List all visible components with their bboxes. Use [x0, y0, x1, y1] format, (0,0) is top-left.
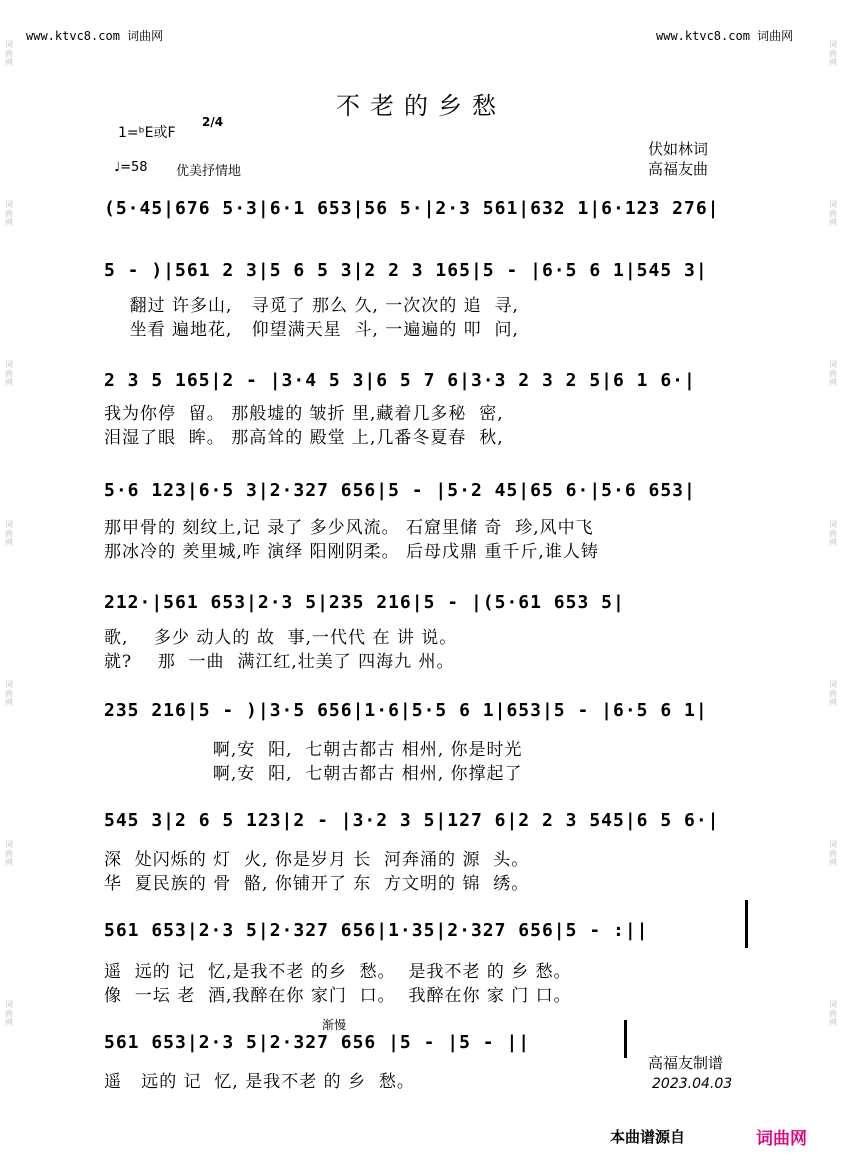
left-watermark-strip	[2, 0, 16, 1171]
lyric-line-7-verse-1: 深 处闪烁的 灯 火, 你是岁月 长 河奔涌的 源 头。	[104, 850, 530, 870]
lyric-line-7-verse-2: 华 夏民族的 骨 骼, 你铺开了 东 方文明的 锦 绣。	[104, 874, 530, 894]
notation-line-7: 545 3|2 6 5 123|2 - |3·2 3 5|127 6|2 2 3 545|6 5 6·|	[104, 810, 720, 831]
lyric-line-3-verse-2: 泪湿了眼 眸。 那高耸的 殿堂 上,几番冬夏春 秋,	[104, 428, 504, 448]
lyric-line-3-verse-1: 我为你停 留。 那般墟的 皱折 里,藏着几多秘 密,	[104, 404, 504, 424]
lyric-line-5-verse-2: 就? 那 一曲 满江红,壮美了 四海九 州。	[104, 652, 455, 672]
tempo: ♩=58	[114, 160, 148, 175]
side-watermark: 词 曲 网	[829, 680, 837, 707]
side-watermark: 词 曲 网	[5, 40, 13, 67]
lyric-line-5-verse-1: 歌, 多少 动人的 故 事,一代代 在 讲 说。	[104, 628, 458, 648]
side-watermark: 词 曲 网	[829, 200, 837, 227]
lyric-line-4-verse-2: 那冰冷的 羑里城,咋 演绎 阳刚阴柔。 后母戊鼎 重千斤,谁人铸	[104, 542, 599, 562]
source-label: 本曲谱源自	[610, 1128, 686, 1146]
tempo-change-mark: 渐慢	[322, 1018, 347, 1032]
notation-line-8: 561 653|2·3 5|2·327 656|1·35|2·327 656|5 - :||	[104, 920, 649, 941]
repeat-end-barline	[745, 900, 748, 948]
notation-line-3: 2 3 5 165|2 - |3·4 5 3|6 5 7 6|3·3 2 3 2 5|6 1 6·|	[104, 370, 696, 391]
notation-line-5: 212·|561 653|2·3 5|235 216|5 - |(5·61 653 5|	[104, 592, 625, 613]
score-date: 2023.04.03	[652, 1076, 733, 1092]
side-watermark: 词 曲 网	[829, 360, 837, 387]
source-site-logo[interactable]: 词曲网	[756, 1129, 807, 1149]
side-watermark: 词 曲 网	[5, 1000, 13, 1027]
lyric-line-8-verse-2: 像 一坛 老 酒,我醉在你 家门 口。 我醉在你 家 门 口。	[104, 986, 572, 1006]
lyric-line-9: 遥 远的 记 忆, 是我不老 的 乡 愁。	[104, 1072, 415, 1092]
lyric-line-8-verse-1: 遥 远的 记 忆,是我不老 的乡 愁。 是我不老 的 乡 愁。	[104, 962, 572, 982]
score-maker: 高福友制谱	[648, 1054, 724, 1072]
side-watermark: 词 曲 网	[829, 520, 837, 547]
final-barline	[624, 1020, 627, 1058]
side-watermark: 词 曲 网	[829, 1000, 837, 1027]
key-signature: 1=ᵇE或F	[118, 125, 176, 141]
time-signature: 2/4	[202, 115, 224, 129]
side-watermark: 词 曲 网	[829, 840, 837, 867]
notation-line-6: 235 216|5 - )|3·5 656|1·6|5·5 6 1|653|5 - |6·5 6 1|	[104, 700, 708, 721]
lyric-line-6-verse-2: 啊,安 阳, 七朝古都古 相州, 你撑起了	[104, 764, 523, 784]
notation-line-1: (5·45|676 5·3|6·1 653|56 5·|2·3 561|632 1|6·123 276|	[104, 198, 720, 219]
lyric-line-6-verse-1: 啊,安 阳, 七朝古都古 相州, 你是时光	[104, 740, 523, 760]
side-watermark: 词 曲 网	[829, 40, 837, 67]
side-watermark: 词 曲 网	[5, 360, 13, 387]
expression-marking: 优美抒情地	[176, 164, 242, 179]
lyric-line-2-verse-1: 翻过 许多山, 寻觅了 那么 久, 一次次的 追 寻,	[104, 296, 519, 316]
site-link-right[interactable]: www.ktvc8.com 词曲网	[656, 29, 794, 43]
lyric-line-4-verse-1: 那甲骨的 刻纹上,记 录了 多少风流。 石窟里储 奇 珍,风中飞	[104, 518, 594, 538]
side-watermark: 词 曲 网	[5, 520, 13, 547]
lyricist-credit: 伏如林词	[648, 140, 709, 158]
side-watermark: 词 曲 网	[5, 840, 13, 867]
side-watermark: 词 曲 网	[5, 680, 13, 707]
notation-line-4: 5·6 123|6·5 3|2·327 656|5 - |5·2 45|65 6·|5·6 653|	[104, 480, 696, 501]
site-link-left[interactable]: www.ktvc8.com 词曲网	[26, 29, 164, 43]
side-watermark: 词 曲 网	[5, 200, 13, 227]
composer-credit: 高福友曲	[648, 160, 709, 178]
notation-line-9: 561 653|2·3 5|2·327 656 |5 - |5 - ||	[104, 1032, 531, 1053]
song-title: 不老的乡愁	[336, 92, 506, 120]
lyric-line-2-verse-2: 坐看 遍地花, 仰望满天星 斗, 一遍遍的 叩 问,	[104, 320, 519, 340]
right-watermark-strip	[826, 0, 840, 1171]
notation-line-2: 5 - )|561 2 3|5 6 5 3|2 2 3 165|5 - |6·5 6 1|545 3|	[104, 260, 708, 281]
